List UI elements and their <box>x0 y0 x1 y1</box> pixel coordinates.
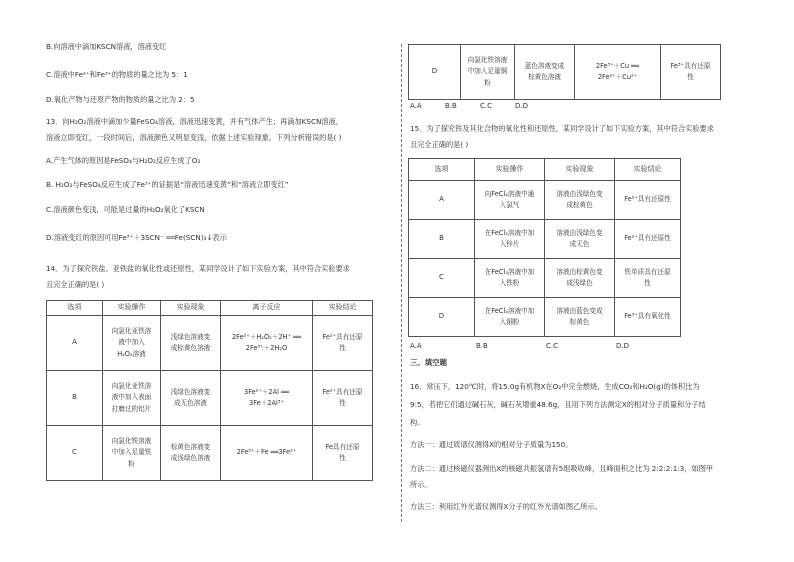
q13-option-d: D.溶液变红的原因可用Fe³⁺＋3SCN⁻ ══Fe(SCN)₃↓表示 <box>46 233 227 242</box>
row-option: B <box>409 220 475 259</box>
row-operation: 在FeCl₃溶液中加 入铜粉 <box>475 298 545 337</box>
header-ionic-reaction: 离子反应 <box>221 301 313 316</box>
row-phenomenon: 溶液由浅绿色变 成棕黄色 <box>545 181 615 220</box>
q14-table <box>46 300 373 481</box>
row-option: A <box>47 316 103 371</box>
q16-stem-line-1: 16．常压下，120℃时，将15.0g有机物X在O₂中完全燃烧，生成CO₂和H₂O(g)的体积比为 <box>410 382 700 391</box>
table-header-row <box>409 159 681 181</box>
column-divider <box>401 44 402 522</box>
row-equation: 2Fe²⁺＋H₂O₂＋2H⁺ ══ 2Fe³⁺＋2H₂O <box>221 316 313 371</box>
table-row <box>409 45 721 100</box>
answer-d[interactable]: D.D <box>616 342 630 350</box>
row-option: C <box>409 259 475 298</box>
row-conclusion: Fe²⁺具有还原 性 <box>313 371 373 426</box>
row-operation: 在FeCl₃溶液中加 入铁粉 <box>475 259 545 298</box>
answer-b[interactable]: B.B <box>445 102 457 110</box>
row-phenomenon: 蓝色溶液变成 棕黄色溶液 <box>515 45 575 100</box>
q16-stem-line-3: 构。 <box>410 418 425 427</box>
row-equation: 2Fe³⁺＋Fe ══3Fe²⁺ <box>221 426 313 481</box>
q13-option-b: B. H₂O₂与FeSO₄反应生成了Fe³⁺的证据是“溶液迅速变黄”和“溶液立即变红” <box>46 180 289 189</box>
answer-b[interactable]: B.B <box>476 342 488 350</box>
q14-stem-line-2: 且完全正确的是( ) <box>46 280 105 289</box>
table-row <box>47 316 373 371</box>
row-conclusion: Fe³⁺具有还原 性 <box>661 45 721 100</box>
q14-table-continued <box>408 44 721 100</box>
header-option: 选项 <box>47 301 103 316</box>
row-conclusion: Fe具有还原 性 <box>313 426 373 481</box>
row-conclusion: 铁单质具有还原 性 <box>615 259 681 298</box>
q16-method-1: 方法一：通过质谱仪测得X的相对分子质量为150。 <box>410 440 573 449</box>
row-phenomenon: 浅绿色溶液变 成棕黄色溶液 <box>161 316 221 371</box>
answer-c[interactable]: C.C <box>480 102 493 110</box>
table-row <box>409 259 681 298</box>
q16-method-2-cont: 所示。 <box>410 480 432 489</box>
row-operation: 向氯化亚铁溶 液中加入表面 打磨过的铝片 <box>103 371 161 426</box>
row-phenomenon: 浅绿色溶液变 成无色溶液 <box>161 371 221 426</box>
q13-stem-line-2: 溶液立即变红，一段时间后，溶液颜色又明显变浅，依据上述实验现象，下列分析错误的是( ) <box>46 133 342 142</box>
table-row <box>47 371 373 426</box>
row-conclusion: Fe²⁺具有还原性 <box>615 220 681 259</box>
row-operation: 向氯化亚铁溶 液中加入 H₂O₂溶液 <box>103 316 161 371</box>
answer-d[interactable]: D.D <box>515 102 529 110</box>
answer-a[interactable]: A.A <box>410 102 422 110</box>
header-option: 选项 <box>409 159 475 181</box>
row-option: A <box>409 181 475 220</box>
header-conclusion: 实验结论 <box>615 159 681 181</box>
row-conclusion: Fe³⁺具有氧化性 <box>615 298 681 337</box>
q15-stem-line-1: 15．为了探究铁及其化合物的氧化性和还原性，某同学设计了如下实验方案，其中符合实验要求 <box>410 124 714 133</box>
section-title: 三、填空题 <box>410 358 447 367</box>
header-operation: 实验操作 <box>103 301 161 316</box>
row-option: D <box>409 45 461 100</box>
row-operation: 向氯化铁溶液 中加入足量铜 粉 <box>461 45 515 100</box>
q12-option-c: C.溶液中Fe²⁺和Fe³⁺的物质的量之比为 5：1 <box>46 70 188 79</box>
row-option: D <box>409 298 475 337</box>
row-conclusion: Fe²⁺具有还原 性 <box>313 316 373 371</box>
row-equation: 3Fe²⁺＋2Al ══ 3Fe＋2Al³⁺ <box>221 371 313 426</box>
q14-stem-line-1: 14．为了探究铁盐、亚铁盐的氧化性或还原性，某同学设计了如下实验方案，其中符合实验要求 <box>46 264 350 273</box>
q16-method-3: 方法三：利用红外光谱仪测得X分子的红外光谱如图乙所示。 <box>410 502 602 511</box>
q14-answer-choices <box>410 102 550 111</box>
q16-stem-line-2: 9:5，若把它们通过碱石灰，碱石灰增重48.6g，且用下列方法测定X的相对分子质量和分子结 <box>410 400 706 409</box>
header-phenomenon: 实验现象 <box>545 159 615 181</box>
table-row <box>47 426 373 481</box>
q13-option-c: C.溶液颜色变浅，可能是过量的H₂O₂氧化了KSCN <box>46 205 205 214</box>
q15-stem-line-2: 且完全正确的是( ) <box>410 140 469 149</box>
table-header-row <box>47 301 373 316</box>
table-row <box>409 181 681 220</box>
table-row <box>409 298 681 337</box>
q12-option-d: D.氧化产物与还原产物的物质的量之比为 2：5 <box>46 95 195 104</box>
q15-table <box>408 158 681 337</box>
row-option: B <box>47 371 103 426</box>
row-phenomenon: 棕黄色溶液变 成浅绿色溶液 <box>161 426 221 481</box>
row-phenomenon: 溶液由棕黄色变 成浅绿色 <box>545 259 615 298</box>
header-conclusion: 实验结论 <box>313 301 373 316</box>
row-operation: 在FeCl₂溶液中加 入锌片 <box>475 220 545 259</box>
header-phenomenon: 实验现象 <box>161 301 221 316</box>
row-conclusion: Fe²⁺具有还原性 <box>615 181 681 220</box>
answer-a[interactable]: A.A <box>410 342 422 350</box>
q15-answer-choices <box>410 342 656 351</box>
header-operation: 实验操作 <box>475 159 545 181</box>
row-operation: 向FeCl₂溶液中通 入氯气 <box>475 181 545 220</box>
row-option: C <box>47 426 103 481</box>
table-row <box>409 220 681 259</box>
q13-option-a: A.产生气体的原因是FeSO₄与H₂O₂反应生成了O₂ <box>46 156 201 165</box>
answer-c[interactable]: C.C <box>546 342 559 350</box>
q12-option-b: B.向溶液中滴加KSCN溶液，溶液变红 <box>46 42 167 51</box>
q16-method-2: 方法二：通过核磁仪器测出X的核磁共振氢谱有5组吸收峰，且峰面积之比为 2:2:2:1:3，如图甲 <box>410 464 714 473</box>
row-operation: 向氯化铁溶液 中加入足量铁 粉 <box>103 426 161 481</box>
row-equation: 2Fe³⁺＋Cu ══ 2Fe²⁺＋Cu²⁺ <box>575 45 661 100</box>
q13-stem-line-1: 13．向H₂O₂溶液中滴加少量FeSO₄溶液，溶液迅速变黄，并有气体产生；再滴加KSCN溶液， <box>46 117 343 126</box>
row-phenomenon: 溶液由蓝色变成 棕黄色 <box>545 298 615 337</box>
row-phenomenon: 溶液由浅绿色变 成无色 <box>545 220 615 259</box>
